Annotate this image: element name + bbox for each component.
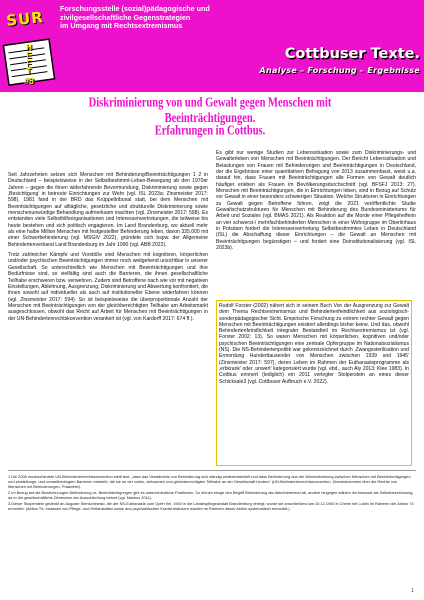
institute-line: im Umgang mit Rechtsextremismus [60,21,183,31]
highlight-box [216,300,412,466]
page-header [0,0,424,92]
institute-line: zivilgesellschaftliche Gegenstrategien [60,12,191,22]
institute-line: Forschungsstelle (sozial)pädagogische und [60,4,210,13]
box-text: Rudolf Forster (2002) nähert sich in seinem Buch Von der Ausgrenzung zur Gewalt dem Thema Rechtsextremismus und Behindertenfeindlichkeit aus soziologisch-sonderpädagogischer Sicht. Empirische Forschung zu extrem rechter Gewalt gegen Menschen mit Beeinträchtigungen existiert allerdings bisher keine. Und das, obwohl Behindertenfeindlichkeit integraler Bestandteil im Rechtsextremismus ist (vgl. Forster 2002: 13). So waren Menschen mit körperlichen, kognitiven und/oder psychischen Beeinträchtigungen eine zentrale Opfergruppe im Nationalsozialismus (NS). Die NS-Behindertenpolitik war gekennzeichnet durch ‚Zwangssterilisation und Ermordung Hunderttausender von Menschen zwischen 1939 und 1945' (Zinsmeister 2017: 597), deren Leben im Rahmen der Euthanasieprogramme als ‚erbkrank' oder ‚unwert' kategorisiert wurde (vgl. ebd., auch Aly 2013; Klee 1983). In Cottbus erinnert (lediglich) ein 2011 verlegter Stolperstein an eines dieser Schicksale3 (vgl. Cottbuser Aufbruch e.V. 2022). [219,303,409,385]
left-column [8,172,208,326]
footnote: 1 Die 2006 verabschiedete UN-Behindertenrechtskonvention stellt fest, „dass das Verständnis von Behinderung sich ständig weiterentwickelt und dass Behinderung aus der Wechselwirkung zwischen Menschen mit Beeinträchtigungen und einstellungs- und umweltbedingten Barrieren entsteht, die sie an der vollen, wirksamen und gleichberechtigten Teilhabe an der Gesellschaft hindern" (UN-Behindertenrechtskonvention, Übereinkommen über die Rechte von Menschen mit Behinderungen, Präambel). [8,474,411,489]
series-letter: E [26,51,32,60]
logo: SUR [5,8,45,30]
article-subtitle: Erfahrungen in Cottbus. [154,124,266,139]
paragraph: Seit Jahrzehnten setzen sich Menschen mit Behinderung/Beeinträchtigungen 1 2 in Deutschland – beispielsweise in der Selbstbestimmt-Leben-Bewegung ab den 1970er Jahren – gegen die ihnen widerfahrende Bevormundung, Diskriminierung sowie gegen ‚Besichtigung' in betreute Einrichtungen zur Wehr (vgl. ISL 2023a; Zinsmeister 2017: 598). 1981 fand in der BRD das Krüppeltribunal statt, bei dem Menschen mit Beeinträchtigungen auf alltägliche, gesetzliche und strukturelle Diskriminierung sowie menschenunwürdige Behandlung aufmerksam machten (vgl. Zinsmeister 2017: 598). Es entstanden viele Selbsthilfeorganisationen und Interessenvertretungen, die teilweise bis heute bestehen und sich politisch engagieren. Im Land Brandenburg, wo aktuell mehr als eine halbe Million Menschen mit festgestellter Behinderung leben, davon 335.000 mit einer Schwerbehinderung (vgl. MSGIV 2022), gründete sich bspw. der Allgemeine Behindertenverband Land Brandenburg im Jahr 1990 (vgl. ABB 2022). [8,172,208,248]
footnotes [8,470,416,512]
right-column [216,150,416,256]
article-title [60,96,360,140]
series-letter: H [26,43,32,52]
series-letter: T [26,67,32,76]
series-letter: F [26,59,32,68]
publication-title: Cottbuser Texte. [284,46,420,62]
article-title-line: Diskriminierung von und Gewalt gegen Menschen mit Beeinträchtigungen. [88,96,332,126]
paragraph: Es gibt nur wenige Studien zur Lebenssituation sowie zum Diskriminierungs- und Gewalterleben von Menschen mit Beeinträchtigungen. Der Bericht Lebenssituation und Belastungen von Frauen mit Behinderungen und Beeinträchtigungen in Deutschland, der die Ergebnisse einer quantitativen Befragung von 2013 zusammenfasst, weist u.a. darauf hin, dass Frauen mit Beeinträchtigungen alle Formen von Gewalt deutlich häufiger erleben als Frauen im Bevölkerungsdurchschnitt (vgl. BFSFJ 2013: 27). Menschen mit Beeinträchtigungen, die in Einrichtungen leben, sind in Bezug auf Schutz vor Gewalt in einer besonders schwierigen Situation. Welche Strukturen in Einrichtungen zu Gewalt gegen Betroffene führen, zeigt die 2021 veröffentlichte Studie Gewaltschutzstrukturen für Menschen mit Behinderung des Bundesministeriums für Arbeit und Soziales (vgl. BMAS 2021). Als Reaktion auf die Morde einer Pflegehelferin an vier schwerst-/ mehrfachbehinderten Menschen in einer Wohngruppe im Oberlinhaus in Potsdam fordert die Interessenvertretung Selbstbestimmtes Leben in Deutschland (ISL) die Abschaffung dieser Einrichtungen – die Gewalt an Menschen mit Beeinträchtigungen begünstigen – und fordert eine Deinstitutionalisierung (vgl. ISL 2023b). [216,150,416,252]
publication-tagline: Analyse – Forschung – Ergebnisse [259,66,420,75]
institute-name [60,5,250,31]
series-label [22,44,36,85]
paragraph: Trotz zahlreicher Kämpfe und Vorstöße sind Menschen mit kognitiven, körperlichen und/oder psychischen Beeinträchtigungen immer noch weitgehend unsichtbar in unserer Gesellschaft. So unterschiedlich wie Menschen mit Beeinträchtigungen und ihre Bedürfnisse sind, so vielfältig sind auch die Barrieren, die ihnen gesellschaftliche Teilhabe erschweren bzw. verwehren. Zudem sind Betroffene nach wie vor mit negativen Einstellungen, Ablehnung, Ausgrenzung, Diskriminierung und Abwertung konfrontiert, die ihnen sowohl auf individueller als auch auf institutioneller Ebene widerfahren können (vgl. Zinsmeister 2017: 594). So ist beispielsweise die überproportionale Anzahl der Menschen mit Beeinträchtigungen von der gleichberechtigten Teilhabe am Arbeitsmarkt ausgeschlossen, obwohl das Recht auf Arbeit für Menschen mit Beeinträchtigungen in der UN-Behindertenrechtskonvention verankert ist (vgl. von Kardorff 2017: 674 ff.). [8,252,208,322]
footnote: 3 Dieser Stolperstein gedenkt an Auguste Stenschewski, die der NS-Euthanasie zum Opfer fiel. 1940 in die Landespflegeanstalt Brandenburg verlegt, wurde sie anschließend am 10.12.1940 in Cheim bei Lublin im Rahmen der Aktion T4 ermordet. (Aktion T4: Insassen von Pflege- und Heilanstalten sowie aus psychiatrischen Krankenhäusern wurden im Rahmen dieser Aktion systematisch ermordet.) [8,501,414,511]
footnote: 2 Im Bezug auf die Bezeichnungen Behinderung vs. Beeinträchtigungen gibt es unterschiedliche Positionen. So lehnen einige den Begriff Behinderung als diskriminierend ab, andere hingegen wählen ihn bewusst als Selbstbezeichnung, da er die gesellschaftliche Dimension der Ausschließung betont (vgl. Maskos 2011). [8,490,414,500]
issue-number: #3 [23,76,34,86]
page-number: 1 [411,588,414,594]
